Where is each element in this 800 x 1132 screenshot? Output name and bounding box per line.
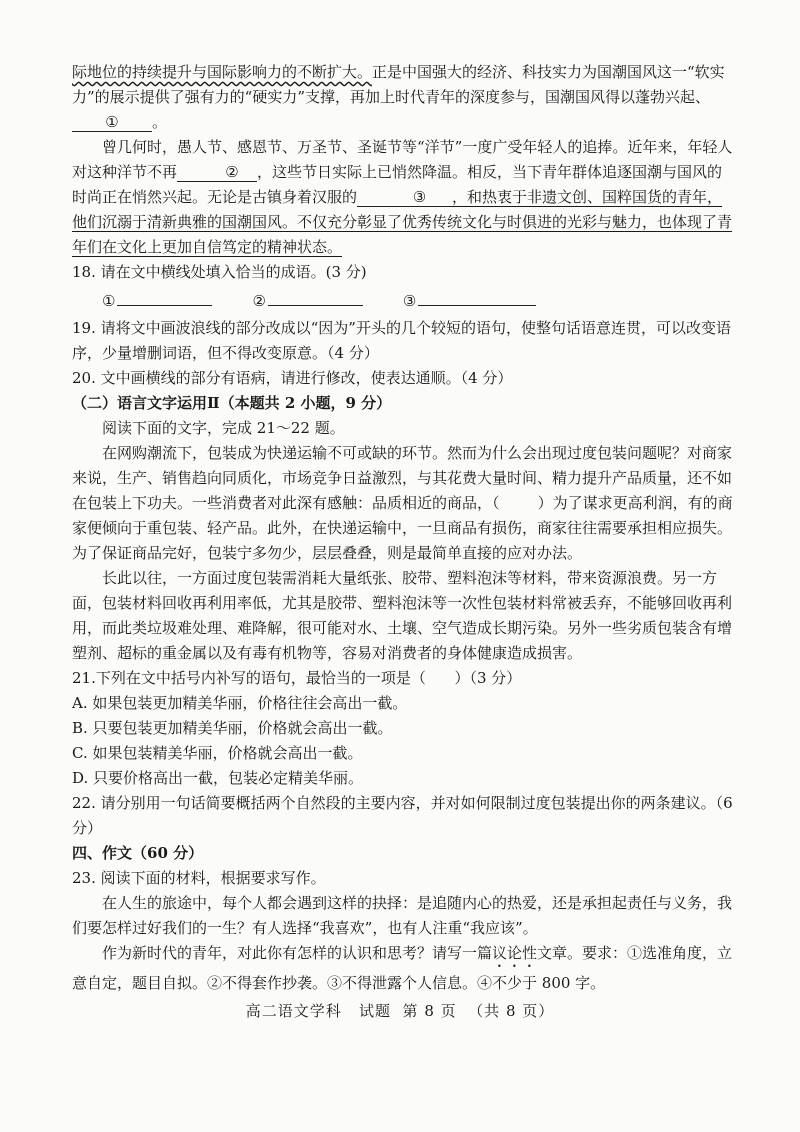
- page-footer: 高二语文学科 试题 第 8 页 （共 8 页）: [245, 1002, 555, 1020]
- emphasis-dotted-text: 议论性: [492, 944, 538, 962]
- option-a: A. 如果包装更加精美华丽，价格往往会高出一截。: [72, 694, 408, 712]
- section-2-title: （二）语言文字运用Ⅱ（本题共 2 小题，9 分）: [72, 394, 392, 412]
- blank-1: ①: [72, 113, 152, 132]
- question-18: 18. 请在文中横线处填入恰当的成语。(3 分): [72, 263, 367, 281]
- essay-requirements: 作为新时代的青年，对此你有怎样的认识和思考？请写一篇议论性文章。要求：①选准角度，立意自定，题目自拟。②不得套作抄袭。③不得泄露个人信息。④不少于 800 字。: [72, 944, 733, 992]
- question-20: 20. 文中画横线的部分有语病，请进行修改，使表达通顺。（4 分）: [72, 369, 513, 387]
- underlined-text: ，和热衷于非遗文创、国粹国货的青年，他们沉溺于清新典雅的国潮国风。不仅充分彰显了优秀传统文化与时俱进的光彩与魅力，也体现了青年们在文化上更加自信笃定的精神状态。: [72, 188, 733, 256]
- question-23: 23. 阅读下面的材料，根据要求写作。: [72, 869, 326, 887]
- answer-lines-18: ① ② ③: [102, 287, 736, 314]
- question-19: 19. 请将文中画波浪线的部分改成以“因为”开头的几个较短的语句，使整句话语意连贯，可以改变语序，少量增删词语，但不得改变原意。（4 分）: [72, 319, 731, 362]
- essay-material: 在人生的旅途中，每个人都会遇到这样的抉择：是追随内心的热爱，还是承担起责任与义务，我们要怎样过好我们的一生？有人选择“我喜欢”，也有人注重“我应该”。: [72, 894, 733, 937]
- section-4-title: 四、作文（60 分）: [72, 844, 204, 862]
- blank-2: ②: [177, 163, 257, 182]
- wavy-underlined-text: 际地位的持续提升与国际影响力的不断扩大。: [72, 63, 373, 81]
- passage1-paragraph-1: 曾几何时，愚人节、感恩节、万圣节、圣诞节等“洋节”一度广受年轻人的追捧。近年来，年轻人对这种洋节不再 ② ，这些节日实际上已悄然降温。相反，当下青年群体追逐国潮与国风的时尚正在悄然兴起。无论是古镇身着汉服的 ③ ，和热衷于非遗文创、国粹国货的青年，他们沉溺于清新典雅的国潮国风。不仅充分彰显了优秀传统文化与时俱进的光彩与魅力，也体现了青年们在文化上更加自信笃定的精神状态。: [72, 138, 733, 256]
- section-2-intro: 阅读下面的文字，完成 21～22 题。: [102, 419, 345, 437]
- passage2-paragraph-2: 长此以往，一方面过度包装需消耗大量纸张、胶带、塑料泡沫等材料，带来资源浪费。另一方面，包装材料回收再利用率低，尤其是胶带、塑料泡沫等一次性包装材料常被丢弃，不能够回收再利用，而此类垃圾难处理、难降解，很可能对水、土壤、空气造成长期污染。另外一些劣质包装含有增塑剂、超标的重金属以及有毒有机物等，容易对消费者的身体健康造成损害。: [72, 569, 733, 662]
- option-b: B. 只要包装更加精美华丽，价格就会高出一截。: [72, 719, 393, 737]
- question-22: 22. 请分别用一句话简要概括两个自然段的主要内容，并对如何限制过度包装提出你的两条建议。（6 分）: [72, 794, 733, 837]
- passage1-paragraph-0: 际地位的持续提升与国际影响力的不断扩大。正是中国强大的经济、科技实力为国潮国风这一“软实力”的展示提供了强有力的“硬实力”支撑，再加上时代青年的深度参与，国潮国风得以蓬勃兴起、① 。: [72, 63, 725, 131]
- page-content: [72, 60, 736, 996]
- question-21: 21.下列在文中括号内补写的语句，最恰当的一项是（ ）（3 分）: [72, 669, 522, 687]
- option-d: D. 只要价格高出一截，包装必定精美华丽。: [72, 769, 364, 787]
- answer-line-3[interactable]: [418, 287, 536, 306]
- option-c: C. 如果包装精美华丽，价格就会高出一截。: [72, 744, 363, 762]
- blank-3: ③: [357, 188, 452, 207]
- answer-line-1[interactable]: [117, 287, 212, 306]
- passage2-paragraph-1: 在网购潮流下，包装成为快递运输不可或缺的环节。然而为什么会出现过度包装问题呢？对商家来说，生产、销售趋向同质化，市场竞争日益激烈，与其花费大量时间、精力提升产品质量，还不如在包装上下功夫。一些消费者对此深有感触：品质相近的商品，（ ）为了谋求更高利润，有的商家便倾向于重包装、轻产品。此外，在快递运输中，一旦商品有损伤，商家往往需要承担相应损失。为了保证商品完好，包装宁多勿少，层层叠叠，则是最简单直接的应对办法。: [72, 444, 733, 562]
- answer-line-2[interactable]: [268, 287, 363, 306]
